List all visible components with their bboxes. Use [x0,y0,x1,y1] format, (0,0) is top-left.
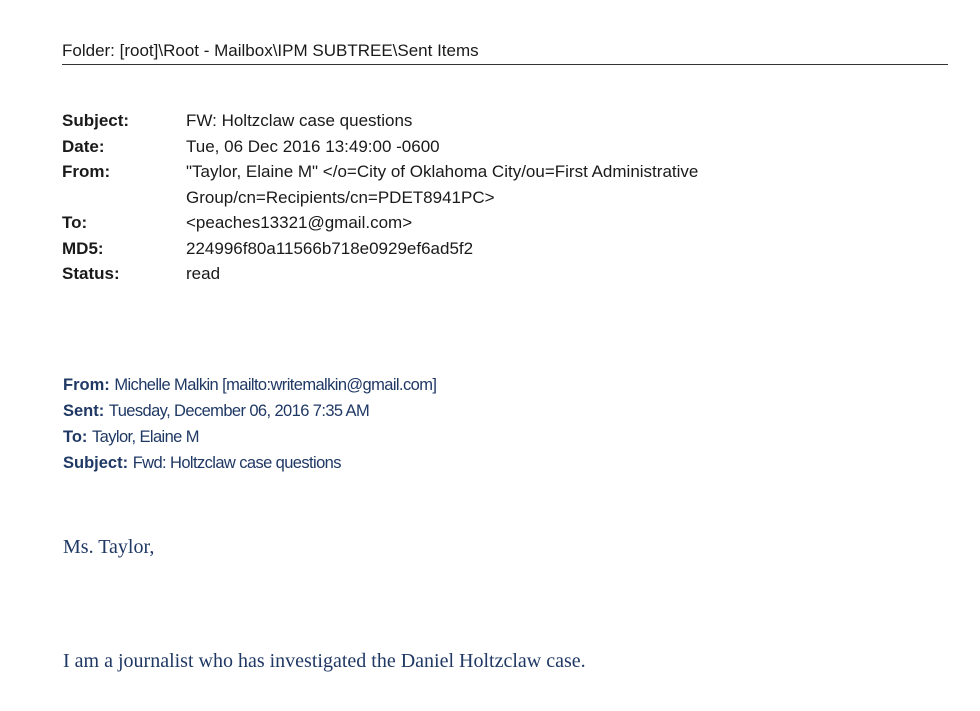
forwarded-subject-row [63,450,436,476]
to-label: To: [62,213,88,232]
forwarded-sent-value: Tuesday, December 06, 2016 7:35 AM [108,402,370,420]
date-label: Date: [62,136,105,156]
forwarded-sent-label: Sent: [63,402,109,420]
body-paragraph: I am a journalist who has investigated the Daniel Holtzclaw case. [63,650,586,672]
date-value: Tue, 06 Dec 2016 13:49:00 -0600 [186,136,440,156]
forwarded-subject-label: Subject: [63,454,133,472]
status-row [62,261,698,287]
forwarded-to-value: Taylor, Elaine M [92,428,199,446]
from-value-line1: "Taylor, Elaine M" </o=City of Oklahoma City/ou=First Administrative [186,162,699,181]
subject-value: FW: Holtzclaw case questions [186,111,413,130]
forwarded-from-row [63,372,436,398]
email-header-block [62,108,698,287]
forwarded-to-label: To: [63,428,93,446]
md5-label: MD5: [62,238,104,258]
subject-row [62,108,698,134]
subject-label: Subject: [62,111,130,130]
forwarded-sent-row [63,398,436,424]
forwarded-subject-value: Fwd: Holtzclaw case questions [132,454,341,472]
forwarded-to-row [63,424,436,450]
from-value [186,159,698,210]
folder-path: Folder: [root]\Root - Mailbox\IPM SUBTREE\Sent Items [62,40,948,65]
from-value-line2: Group/cn=Recipients/cn=PDET8941PC> [186,187,495,207]
md5-row [62,236,698,262]
md5-value: 224996f80a11566b718e0929ef6ad5f2 [186,238,474,258]
body-greeting: Ms. Taylor, [63,536,155,558]
date-row [62,134,698,160]
forwarded-from-label: From: [63,376,115,394]
forwarded-from-value: Michelle Malkin [mailto:writemalkin@gmail.com] [114,376,437,394]
to-value: <peaches13321@gmail.com> [186,213,413,232]
status-label: Status: [62,264,120,283]
to-row [62,210,698,236]
forwarded-header-block [63,372,436,476]
status-value: read [186,264,221,283]
from-label: From: [62,162,111,181]
from-row [62,159,698,210]
